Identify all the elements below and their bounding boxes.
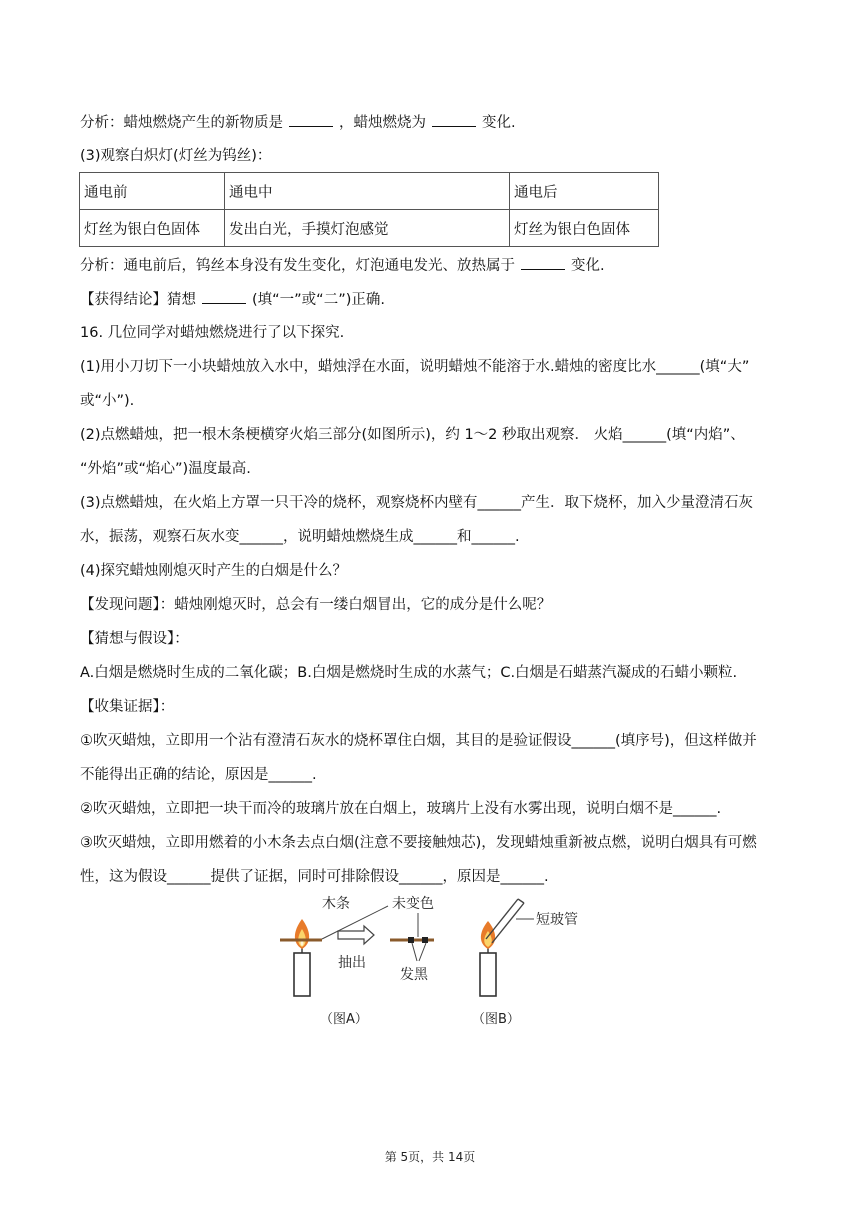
candle-a <box>294 945 310 996</box>
table-cell: 通电前 <box>80 173 225 210</box>
text: 【获得结论】猜想 <box>80 292 196 308</box>
text-line: 【发现问题】：蜡烛刚熄灭时，总会有一缕白烟冒出，它的成分是什么呢？ <box>80 597 552 613</box>
conclusion-line <box>80 289 780 310</box>
text: ，蜡烛燃烧为 <box>339 115 426 131</box>
candle-b <box>480 945 496 996</box>
text: 变化. <box>482 115 516 131</box>
text-line: (3)点燃蜡烛，在火焰上方罩一只干冷的烧杯，观察烧杯内壁有______产生．取下烧杯，加入少量澄清石灰 <box>80 495 754 511</box>
text-line: “外焰”或“焰心”)温度最高. <box>80 461 251 477</box>
text: 分析：通电前后，钨丝本身没有发生变化，灯泡通电发光、放热属于 <box>80 258 515 274</box>
text-line: (2)点燃蜡烛，把一根木条梗横穿火焰三部分(如图所示)，约 1～2 秒取出观察． 火焰______(填“内焰”、 <box>80 427 745 443</box>
candle-experiment-figure <box>280 893 600 1033</box>
text-line: 或“小”). <box>80 393 135 409</box>
pull-out-label: 抽出 <box>338 955 366 971</box>
removed-stick <box>390 937 434 943</box>
flame-a-icon <box>295 919 309 949</box>
table-row <box>80 210 659 247</box>
text-line: A.白烟是燃烧时生成的二氧化碳；B.白烟是燃烧时生成的水蒸气；C.白烟是石蜡蒸汽凝成的石蜡小颗粒. <box>80 665 738 681</box>
figure-b-caption: （图B） <box>472 1012 520 1027</box>
text-line: ③吹灭蜡烛，立即用燃着的小木条去点白烟(注意不要接触烛芯)，发现蜡烛重新被点燃，说明白烟具有可燃 <box>80 835 757 851</box>
text-line: 性，这为假设______提供了证据，同时可排除假设______，原因是______. <box>80 869 549 885</box>
text: (填“一”或“二”)正确. <box>252 292 385 308</box>
text-line: ①吹灭蜡烛，立即用一个沾有澄清石灰水的烧杯罩住白烟，其目的是验证假设______(填序号)，但这样做并 <box>80 733 757 749</box>
short-tube-label: 短玻管 <box>536 912 578 928</box>
table-cell: 通电中 <box>225 173 510 210</box>
unchanged-label: 未变色 <box>392 896 434 912</box>
table-cell: 通电后 <box>510 173 659 210</box>
text-line: 【收集证据】： <box>80 699 175 715</box>
text-line: 【猜想与假设】： <box>80 631 189 647</box>
answer-blank <box>289 112 333 127</box>
wood-label: 木条 <box>322 896 350 912</box>
observation-table <box>79 172 659 247</box>
pointer-line <box>419 943 426 961</box>
text-line: (1)用小刀切下一小块蜡烛放入水中，蜡烛浮在水面，说明蜡烛不能溶于水.蜡烛的密度比水______(填“大” <box>80 359 750 375</box>
table-row <box>80 173 659 210</box>
text: 分析：蜡烛燃烧产生的新物质是 <box>80 115 283 131</box>
table-cell: 发出白光，手摸灯泡感觉 <box>225 210 510 247</box>
flame-b-icon <box>481 921 495 949</box>
pointer-line <box>412 943 417 961</box>
blackened-label: 发黑 <box>400 967 428 983</box>
text: 变化. <box>571 258 605 274</box>
figure-a-caption: （图A） <box>320 1012 368 1027</box>
answer-blank <box>432 112 476 127</box>
question-16-title: 16. 几位同学对蜡烛燃烧进行了以下探究. <box>80 325 345 341</box>
analysis-line-1 <box>80 112 780 133</box>
answer-blank <box>521 255 565 270</box>
text-line: ②吹灭蜡烛，立即把一块干而冷的玻璃片放在白烟上，玻璃片上没有水雾出现，说明白烟不是______. <box>80 801 722 817</box>
page-footer: 第 5页，共 14页 <box>384 1150 476 1164</box>
table-cell: 灯丝为银白色固体 <box>80 210 225 247</box>
table-cell: 灯丝为银白色固体 <box>510 210 659 247</box>
text-line: 不能得出正确的结论，原因是______. <box>80 767 317 783</box>
analysis-line-2 <box>80 255 780 276</box>
text-line: (4)探究蜡烛刚熄灭时产生的白烟是什么？ <box>80 563 348 579</box>
section-3-heading: (3)观察白炽灯(灯丝为钨丝)： <box>80 148 272 164</box>
text-line: 水，振荡，观察石灰水变______，说明蜡烛燃烧生成______和______. <box>80 529 520 545</box>
answer-blank <box>202 289 246 304</box>
